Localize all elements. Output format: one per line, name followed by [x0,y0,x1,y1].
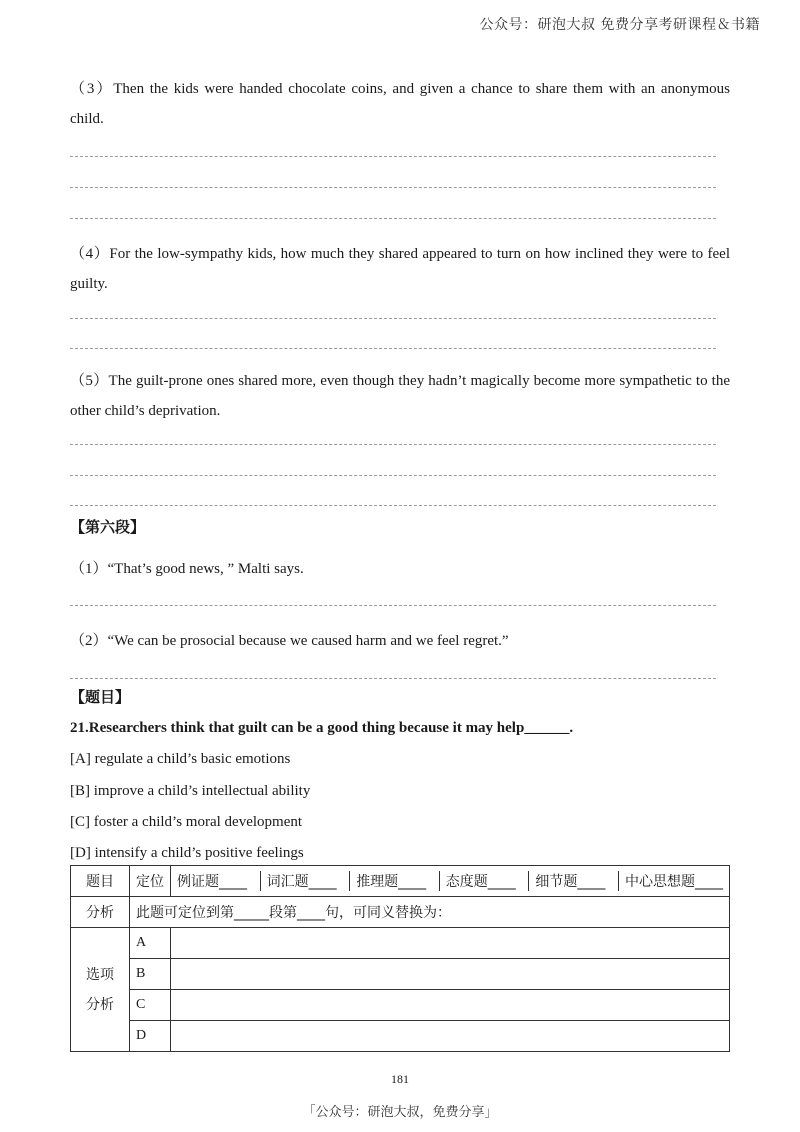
row-label: 分析 [71,897,130,928]
item-text: “We can be prosocial because we caused harm and we feel regret.” [107,633,509,649]
option-a: [A] regulate a child’s basic emotions [70,751,291,767]
answer-line [70,605,716,606]
option-b: [B] improve a child’s intellectual ability [70,783,311,799]
option-c: [C] foster a child’s moral development [70,814,303,830]
type-main-idea: 中心思想题____ [618,871,723,891]
paragraph-text: For the low-sympathy kids, how much they shared appeared to turn on how inclined they were to feel guilty. [70,246,730,292]
answer-line [70,187,716,188]
option-answer-cell [171,959,730,990]
option-letter: A [130,928,171,959]
paragraph-number: （3） [70,81,114,97]
section6-item-2 [70,626,730,656]
option-answer-cell [171,1021,730,1052]
table-row [71,928,730,959]
option-letter: C [130,990,171,1021]
analysis-table [70,865,730,1052]
footer-note: 「公众号：研泡大叔，免费分享」 [302,1105,498,1120]
item-text: “That’s good news, ” Malti says. [107,561,304,577]
paragraph-5 [70,366,730,426]
page-number: 181 [391,1072,409,1086]
answer-line [70,218,716,219]
answer-line [70,678,716,679]
type-vocab: 词汇题____ [260,871,337,891]
row-label: 题目 [71,866,130,897]
page-header: 公众号：研泡大叔 免费分享考研课程＆书籍 [479,17,760,33]
section-heading: 【第六段】 [70,518,146,536]
answer-line [70,505,716,506]
paragraph-text: The guilt-prone ones shared more, even though they hadn’t magically become more sympathetic to the other child’s deprivation. [70,373,730,419]
option-analysis-label [71,928,130,1052]
option-answer-cell [171,928,730,959]
paragraph-text: Then the kids were handed chocolate coins, and given a chance to share them with an anonymous child. [70,81,730,127]
paragraph-4 [70,239,730,299]
table-row [71,1021,730,1052]
type-cell [171,866,730,897]
answer-line [70,318,716,319]
option-letter: B [130,959,171,990]
row-label: 分析 [86,996,114,1013]
answer-line [70,348,716,349]
type-detail: 细节题____ [528,871,605,891]
table-row [71,897,730,928]
question-text: 21.Researchers think that guilt can be a good thing because it may help______. [70,720,574,736]
dingwei-cell: 定位 [130,866,171,897]
option-d: [D] intensify a child’s positive feelings [70,845,304,861]
table-row [71,990,730,1021]
paragraph-number: （5） [70,373,109,389]
question-heading: 【题目】 [70,688,131,706]
answer-line [70,156,716,157]
section6-item-1 [70,554,730,584]
option-letter: D [130,1021,171,1052]
item-number: （1） [70,561,108,577]
table-row [71,959,730,990]
paragraph-3 [70,74,730,134]
row-label: 选项 [86,966,114,983]
item-number: （2） [70,633,108,649]
type-attitude: 态度题____ [439,871,516,891]
option-answer-cell [171,990,730,1021]
answer-line [70,475,716,476]
table-row [71,866,730,897]
answer-line [70,444,716,445]
paragraph-number: （4） [70,246,110,262]
type-inference: 推理题____ [349,871,426,891]
locate-cell: 此题可定位到第_____段第____句，可同义替换为： [130,897,730,928]
type-example: 例证题____ [177,874,247,890]
